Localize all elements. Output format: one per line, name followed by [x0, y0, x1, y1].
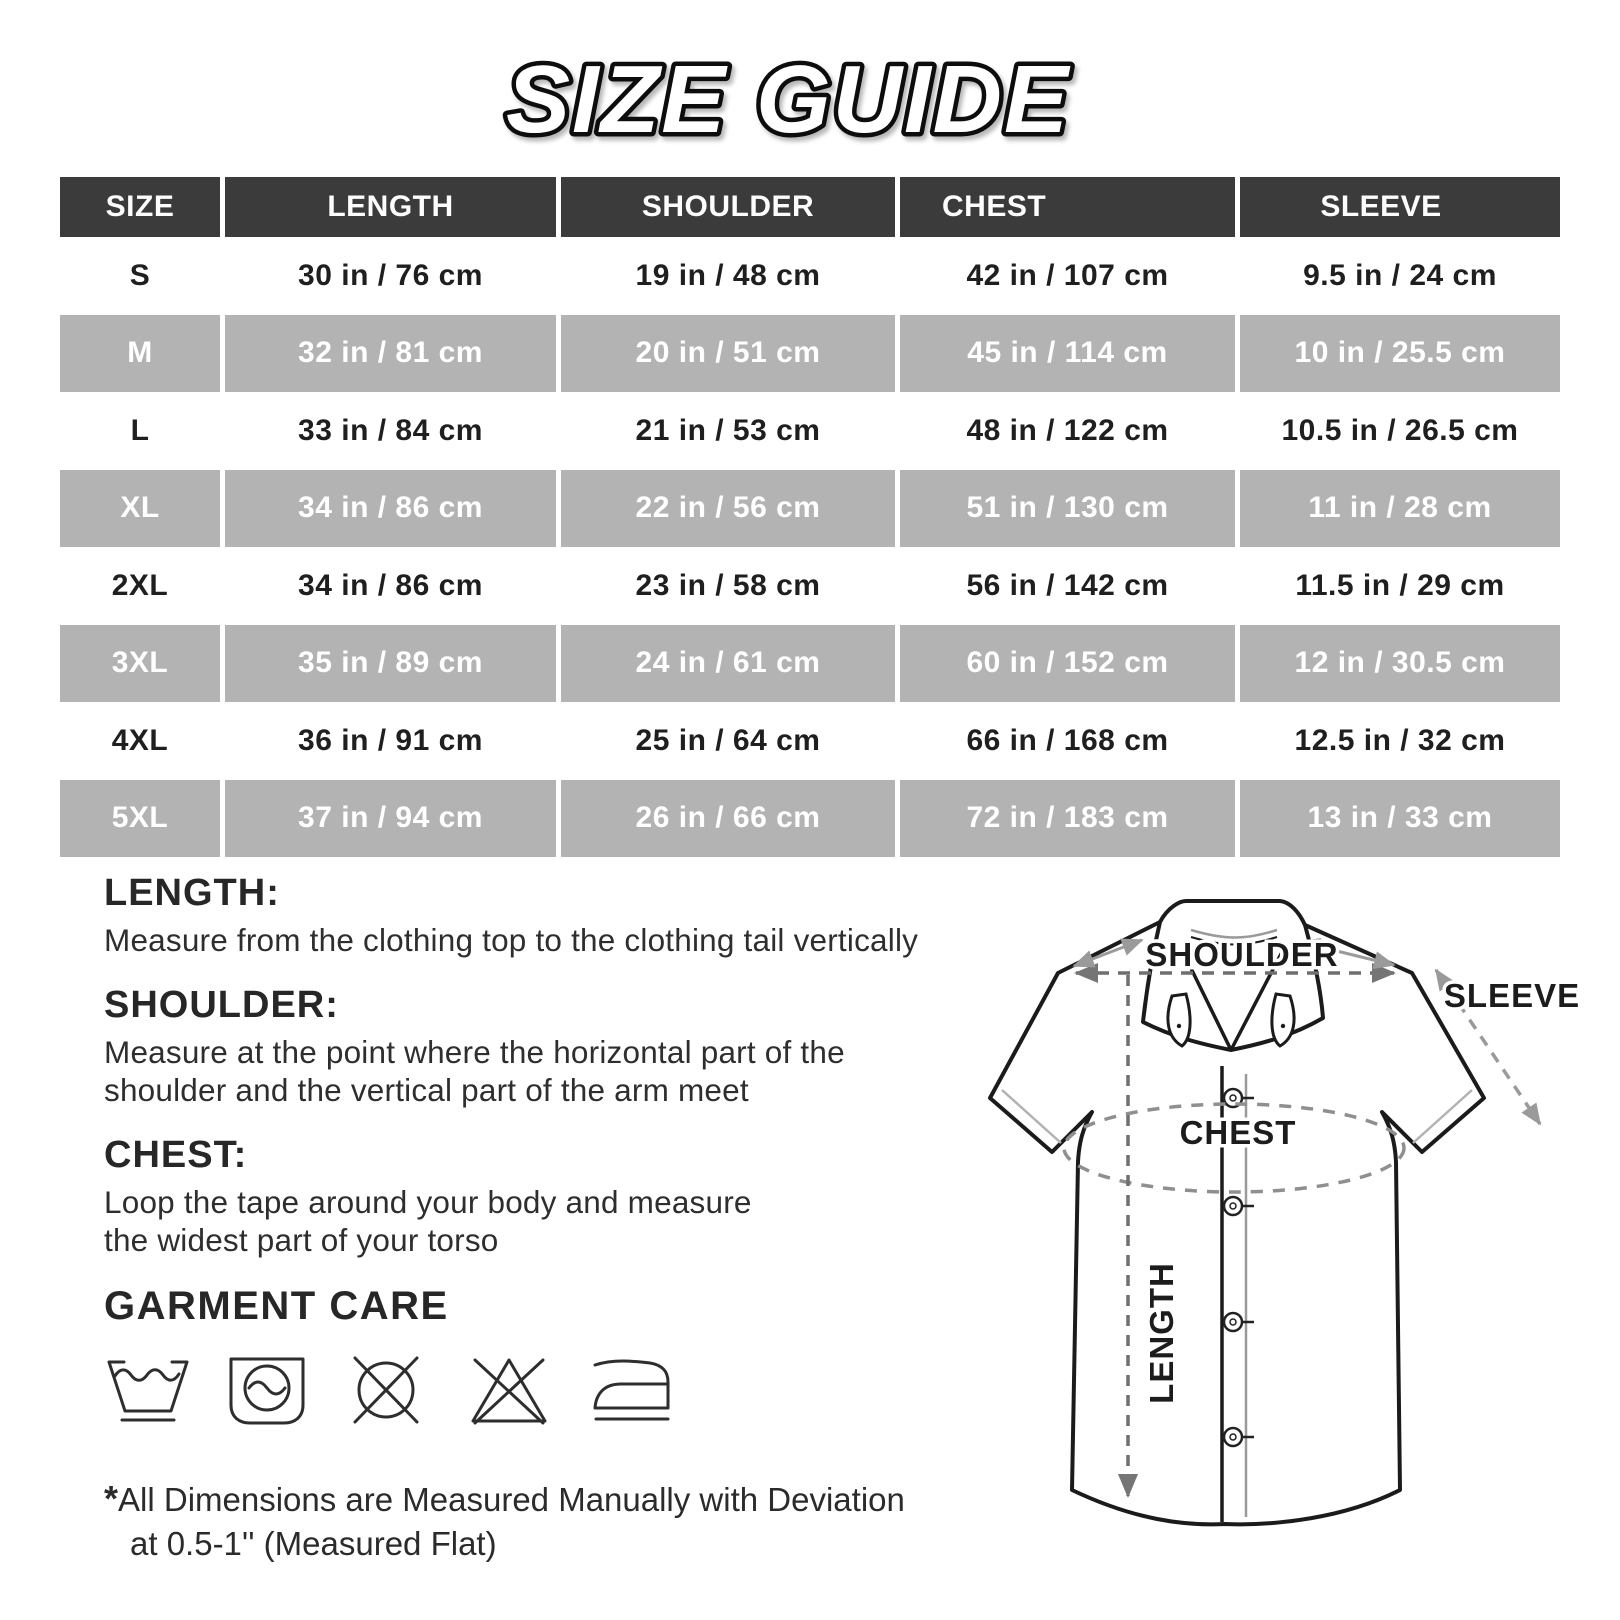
cell-length: 30 in / 76 cm — [220, 237, 556, 315]
cell-sleeve: 11.5 in / 29 cm — [1235, 547, 1560, 625]
table-row — [60, 625, 1560, 703]
table-row — [60, 470, 1560, 548]
table-row — [60, 315, 1560, 393]
cell-size: 2XL — [111, 568, 169, 602]
page-title: SIZE GUIDE — [505, 46, 1071, 153]
wash-gentle-icon — [104, 1349, 192, 1431]
cell-sleeve: 10.5 in / 26.5 cm — [1235, 392, 1560, 470]
header-chest: CHEST — [895, 177, 1235, 237]
measurement-info — [104, 872, 1004, 1599]
chest-description: Loop the tape around your body and measure the widest part of your torso — [104, 1184, 752, 1258]
shoulder-description: Measure at the point where the horizontal part of the shoulder and the vertical part of the arm meet — [104, 1034, 845, 1108]
cell-shoulder: 22 in / 56 cm — [556, 470, 895, 548]
cell-length: 32 in / 81 cm — [220, 315, 556, 393]
cell-shoulder: 24 in / 61 cm — [556, 625, 895, 703]
cell-length: 34 in / 86 cm — [220, 547, 556, 625]
header-shoulder: SHOULDER — [556, 177, 895, 237]
length-label: LENGTH — [1143, 1262, 1180, 1404]
cell-chest: 56 in / 142 cm — [895, 547, 1235, 625]
cell-chest: 72 in / 183 cm — [895, 780, 1235, 858]
header-sleeve: SLEEVE — [1235, 177, 1560, 237]
cell-size: 3XL — [111, 646, 169, 680]
garment-care-icons — [104, 1347, 1004, 1431]
shoulder-label: SHOULDER — [1145, 936, 1339, 973]
cell-chest: 60 in / 152 cm — [895, 625, 1235, 703]
cell-sleeve: 12.5 in / 32 cm — [1235, 702, 1560, 780]
page-title-art — [0, 28, 1620, 168]
shoulder-heading: SHOULDER: — [104, 984, 339, 1026]
cell-shoulder: 20 in / 51 cm — [556, 315, 895, 393]
cell-chest: 51 in / 130 cm — [895, 470, 1235, 548]
header-length: LENGTH — [220, 177, 556, 237]
cell-shoulder: 19 in / 48 cm — [556, 237, 895, 315]
cell-chest: 48 in / 122 cm — [895, 392, 1235, 470]
table-row — [60, 237, 1560, 315]
do-not-dry-clean-icon — [342, 1349, 430, 1431]
header-size: SIZE — [105, 190, 175, 223]
cell-size: L — [130, 413, 150, 447]
shirt-measurement-diagram — [930, 860, 1620, 1560]
cell-length: 33 in / 84 cm — [220, 392, 556, 470]
disclaimer-note: *All Dimensions are Measured Manually with Deviation at 0.5-1'' (Measured Flat) — [104, 1478, 905, 1562]
table-row — [60, 780, 1560, 858]
cell-size: 4XL — [111, 723, 169, 757]
table-row — [60, 702, 1560, 780]
cell-length: 37 in / 94 cm — [220, 780, 556, 858]
cell-chest: 66 in / 168 cm — [895, 702, 1235, 780]
iron-icon — [588, 1349, 676, 1431]
cell-chest: 42 in / 107 cm — [895, 237, 1235, 315]
size-table — [60, 177, 1560, 857]
table-row — [60, 392, 1560, 470]
length-description: Measure from the clothing top to the clothing tail vertically — [104, 922, 919, 958]
cell-sleeve: 10 in / 25.5 cm — [1235, 315, 1560, 393]
cell-size: XL — [120, 491, 160, 525]
chest-heading: CHEST: — [104, 1134, 248, 1176]
cell-sleeve: 11 in / 28 cm — [1235, 470, 1560, 548]
cell-shoulder: 25 in / 64 cm — [556, 702, 895, 780]
cell-length: 36 in / 91 cm — [220, 702, 556, 780]
chest-label: CHEST — [1179, 1114, 1297, 1151]
cell-length: 34 in / 86 cm — [220, 470, 556, 548]
cell-shoulder: 21 in / 53 cm — [556, 392, 895, 470]
cell-shoulder: 23 in / 58 cm — [556, 547, 895, 625]
table-row — [60, 547, 1560, 625]
garment-care-heading: GARMENT CARE — [104, 1284, 449, 1328]
sleeve-label: SLEEVE — [1443, 977, 1581, 1014]
cell-sleeve: 12 in / 30.5 cm — [1235, 625, 1560, 703]
do-not-bleach-icon — [464, 1349, 554, 1431]
cell-size: S — [129, 258, 151, 292]
cell-length: 35 in / 89 cm — [220, 625, 556, 703]
cell-size: 5XL — [111, 801, 169, 835]
cell-sleeve: 13 in / 33 cm — [1235, 780, 1560, 858]
asterisk: * — [104, 1478, 119, 1519]
table-header-row — [60, 177, 1560, 237]
cell-size: M — [127, 336, 153, 370]
machine-wash-icon — [226, 1349, 308, 1431]
cell-chest: 45 in / 114 cm — [895, 315, 1235, 393]
cell-sleeve: 9.5 in / 24 cm — [1235, 237, 1560, 315]
length-heading: LENGTH: — [104, 872, 280, 914]
cell-shoulder: 26 in / 66 cm — [556, 780, 895, 858]
